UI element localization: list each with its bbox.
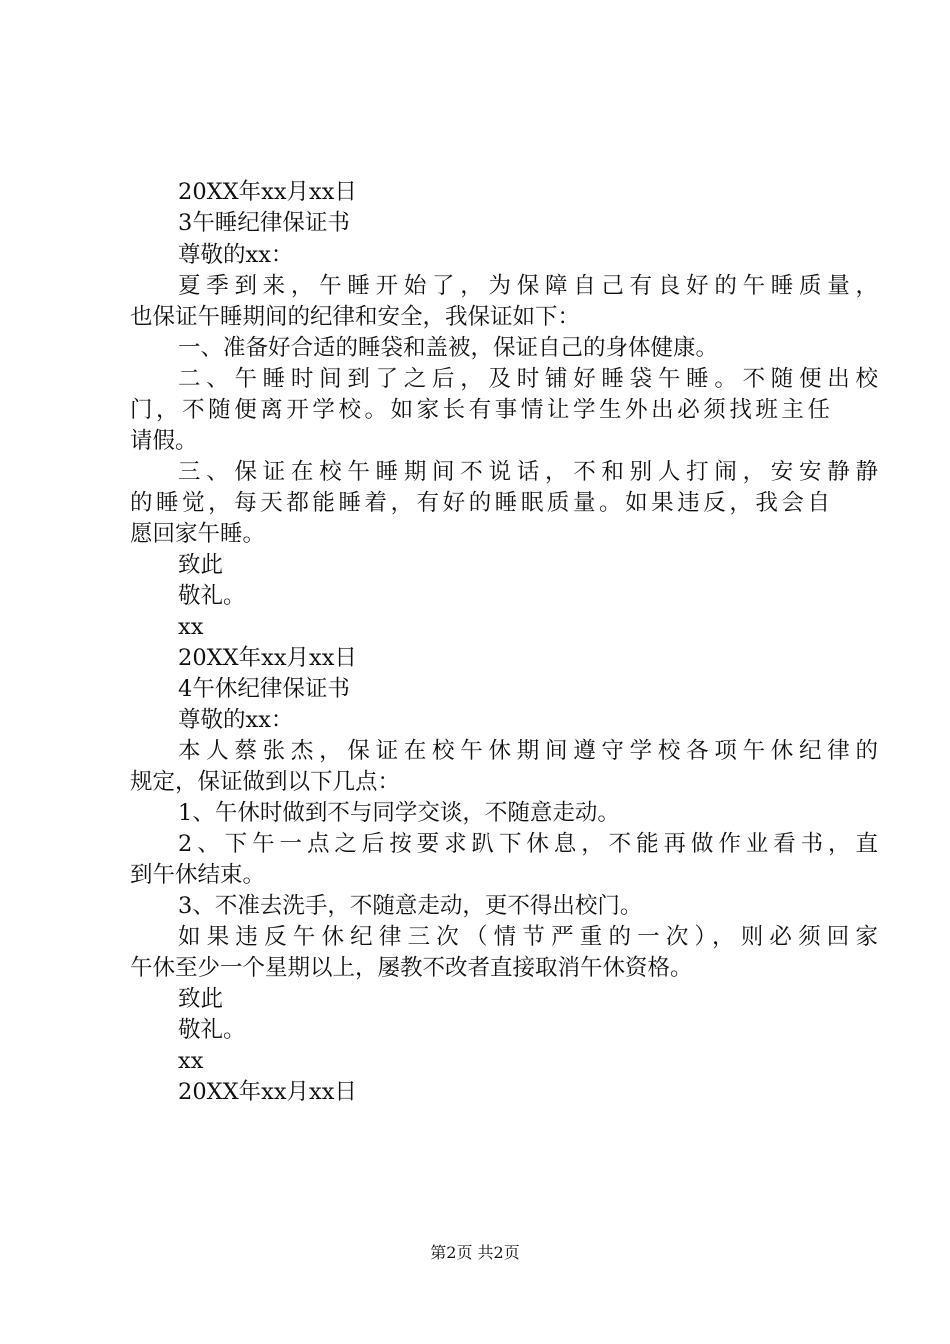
paragraph-line: 本人蔡张杰，保证在校午休期间遵守学校各项午休纪律的 bbox=[178, 738, 878, 764]
closing-line: 敬礼。 bbox=[178, 583, 246, 609]
paragraph-line: 1、午休时做到不与同学交谈，不随意走动。 bbox=[178, 800, 620, 826]
paragraph-line: 夏季到来，午睡开始了，为保障自己有良好的午睡质量， bbox=[178, 273, 878, 299]
page-number: 第2页 共2页 bbox=[430, 1243, 520, 1262]
paragraph-line: 午休至少一个星期以上，屡教不改者直接取消午休资格。 bbox=[130, 955, 693, 981]
paragraph-line: 如果违反午休纪律三次（情节严重的一次），则必须回家 bbox=[178, 924, 878, 950]
salutation: 尊敬的xx： bbox=[178, 707, 294, 733]
closing-line: 致此 bbox=[178, 552, 224, 578]
paragraph-line: 规定，保证做到以下几点： bbox=[130, 769, 401, 795]
paragraph-line: 一、准备好合适的睡袋和盖被，保证自己的身体健康。 bbox=[178, 335, 719, 361]
paragraph-line: 请假。 bbox=[130, 428, 198, 454]
paragraph-line: 3、不准去洗手，不随意走动，更不得出校门。 bbox=[178, 893, 643, 919]
paragraph-line: 愿回家午睡。 bbox=[130, 521, 266, 547]
paragraph-line: 二、午睡时间到了之后，及时铺好睡袋午睡。不随便出校 bbox=[178, 366, 878, 392]
date-line: 20XX年xx月xx日 bbox=[178, 1079, 357, 1105]
date-line: 20XX年xx月xx日 bbox=[178, 179, 357, 205]
signature: xx bbox=[178, 1048, 204, 1074]
signature: xx bbox=[178, 614, 204, 640]
salutation: 尊敬的xx： bbox=[178, 242, 294, 268]
paragraph-line: 到午休结束。 bbox=[130, 862, 266, 888]
section-title: 3午睡纪律保证书 bbox=[178, 210, 350, 236]
paragraph-line: 的睡觉，每天都能睡着，有好的睡眠质量。如果违反，我会自 bbox=[130, 490, 830, 516]
paragraph-line: 也保证午睡期间的纪律和安全，我保证如下： bbox=[130, 304, 581, 330]
paragraph-line: 2、下午一点之后按要求趴下休息，不能再做作业看书，直 bbox=[178, 831, 878, 857]
date-line: 20XX年xx月xx日 bbox=[178, 645, 357, 671]
closing-line: 敬礼。 bbox=[178, 1017, 246, 1043]
paragraph-line: 门，不随便离开学校。如家长有事情让学生外出必须找班主任 bbox=[130, 397, 830, 423]
paragraph-line: 三、保证在校午睡期间不说话，不和别人打闹，安安静静 bbox=[178, 459, 878, 485]
section-title: 4午休纪律保证书 bbox=[178, 676, 350, 702]
closing-line: 致此 bbox=[178, 986, 224, 1012]
